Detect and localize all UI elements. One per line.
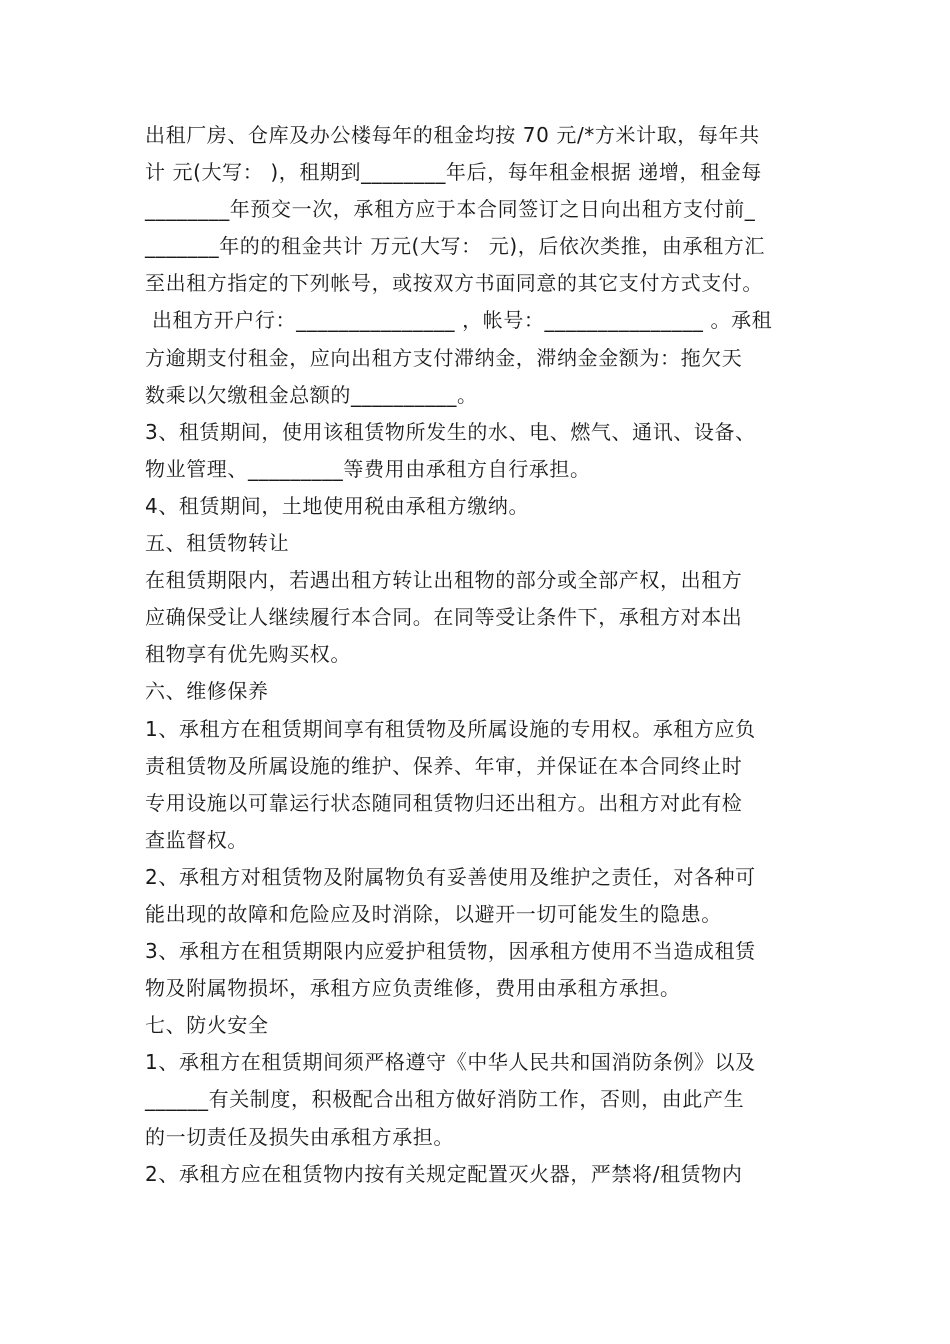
text-line: 4、租赁期间，土地使用税由承租方缴纳。 [145,493,530,518]
text-line: 至出租方指定的下列帐号，或按双方书面同意的其它支付方式支付。 [145,271,763,296]
text-line: 能出现的故障和危险应及时消除，以避开一切可能发生的隐患。 [145,901,722,926]
text-line: 专用设施以可靠运行状态随同租赁物归还出租方。出租方对此有检 [145,790,743,815]
text-line: 数乘以欠缴租金总额的__________。 [145,382,478,407]
text-line: 的一切责任及损失由承租方承担。 [145,1124,454,1149]
text-line: 物及附属物损坏，承租方应负责维修，费用由承租方承担。 [145,976,681,1001]
text-line: 在租赁期限内，若遇出租方转让出租物的部分或全部产权，出租方 [145,568,743,593]
text-line: ________年预交一次，承租方应于本合同签订之日向出租方支付前_ [145,197,756,222]
section-heading: 七、防火安全 [145,1013,269,1038]
section-heading: 五、租赁物转让 [145,531,290,556]
text-line: 3、租赁期间，使用该租赁物所发生的水、电、燃气、通讯、设备、 [145,419,756,444]
text-line: ______有关制度，积极配合出租方做好消防工作，否则，由此产生 [145,1087,745,1112]
text-line: 2、承租方应在租赁物内按有关规定配置灭火器，严禁将/租赁物内 [145,1161,743,1186]
text-line: 租物享有优先购买权。 [145,642,351,667]
text-line: 查监督权。 [145,827,248,852]
text-line: 计 元(大写： )，租期到________年后，每年租金根据 递增，租金每 [145,160,762,185]
text-line: 方逾期支付租金，应向出租方支付滞纳金，滞纳金金额为：拖欠天 [145,345,743,370]
text-line: 1、承租方在租赁期间须严格遵守《中华人民共和国消防条例》以及 [145,1050,756,1075]
text-line: _______年的的租金共计 万元(大写： 元)，后依次类推，由承租方汇 [145,234,765,259]
text-line: 物业管理、_________等费用由承租方自行承担。 [145,456,591,481]
text-line: 3、承租方在租赁期限内应爱护租赁物，因承租方使用不当造成租赁 [145,939,756,964]
text-line: 出租方开户行：_______________ ，帐号：_______________ 。承租 [145,308,773,333]
text-line: 2、承租方对租赁物及附属物负有妥善使用及维护之责任，对各种可 [145,864,756,889]
text-line: 责租赁物及所属设施的维护、保养、年审，并保证在本合同终止时 [145,753,743,778]
text-line: 应确保受让人继续履行本合同。在同等受让条件下，承租方对本出 [145,605,743,630]
text-line: 1、承租方在租赁期间享有租赁物及所属设施的专用权。承租方应负 [145,716,756,741]
section-heading: 六、维修保养 [145,679,269,704]
document-body [145,117,815,1193]
text-line: 出租厂房、仓库及办公楼每年的租金均按 70 元/*方米计取，每年共 [145,123,760,147]
